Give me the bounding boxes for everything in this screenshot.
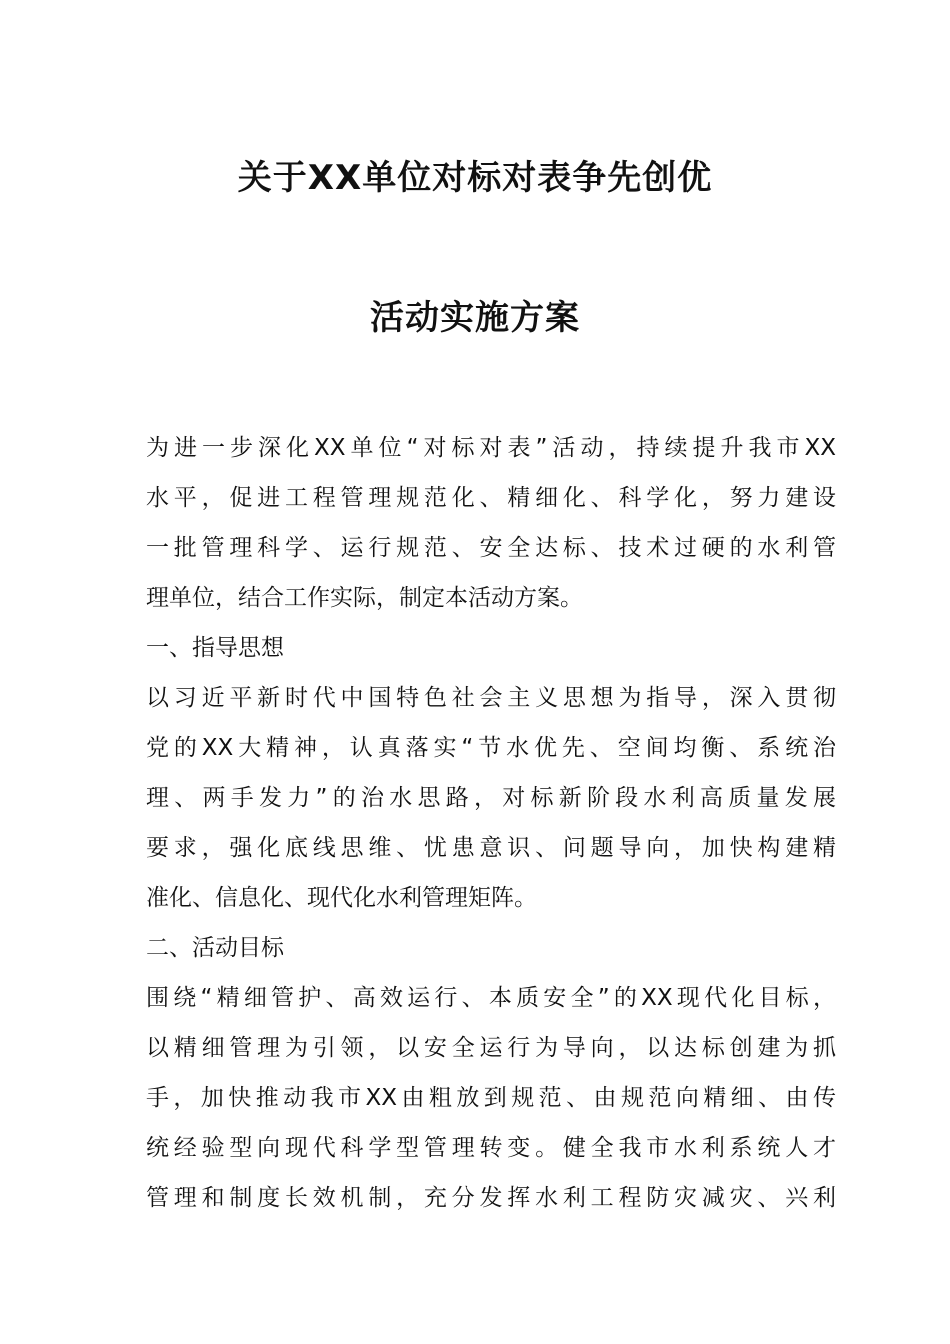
paragraph-line: 理、两手发力”的治水思路，对标新阶段水利高质量发展 (146, 785, 836, 811)
paragraph-line: 理单位，结合工作实际，制定本活动方案。 (146, 585, 583, 611)
paragraph-line: 统经验型向现代科学型管理转变。健全我市水利系统人才 (146, 1135, 836, 1161)
paragraph-line: 以习近平新时代中国特色社会主义思想为指导，深入贯彻 (146, 685, 836, 711)
paragraph-line: 一批管理科学、运行规范、安全达标、技术过硬的水利管 (146, 535, 836, 561)
paragraph-line: 围绕“精细管护、高效运行、本质安全”的XX现代化目标， (146, 985, 836, 1011)
paragraph-line: 手，加快推动我市XX由粗放到规范、由规范向精细、由传 (146, 1085, 836, 1111)
document-title-line-1: 关于XX单位对标对表争先创优 (237, 158, 713, 198)
section-heading: 一、指导思想 (146, 635, 284, 661)
paragraph-line: 以精细管理为引领，以安全运行为导向，以达标创建为抓 (146, 1035, 836, 1061)
paragraph-line: 要求，强化底线思维、忧患意识、问题导向，加快构建精 (146, 835, 836, 861)
document-title-line-2: 活动实施方案 (370, 298, 580, 338)
paragraph-line: 为进一步深化XX单位“对标对表”活动，持续提升我市XX (146, 435, 836, 461)
paragraph-line: 准化、信息化、现代化水利管理矩阵。 (146, 885, 537, 911)
paragraph-line: 水平，促进工程管理规范化、精细化、科学化，努力建设 (146, 485, 836, 511)
paragraph-line: 管理和制度长效机制，充分发挥水利工程防灾减灾、兴利 (146, 1185, 836, 1211)
paragraph-line: 党的XX大精神，认真落实“节水优先、空间均衡、系统治 (146, 735, 836, 761)
section-heading: 二、活动目标 (146, 935, 284, 961)
